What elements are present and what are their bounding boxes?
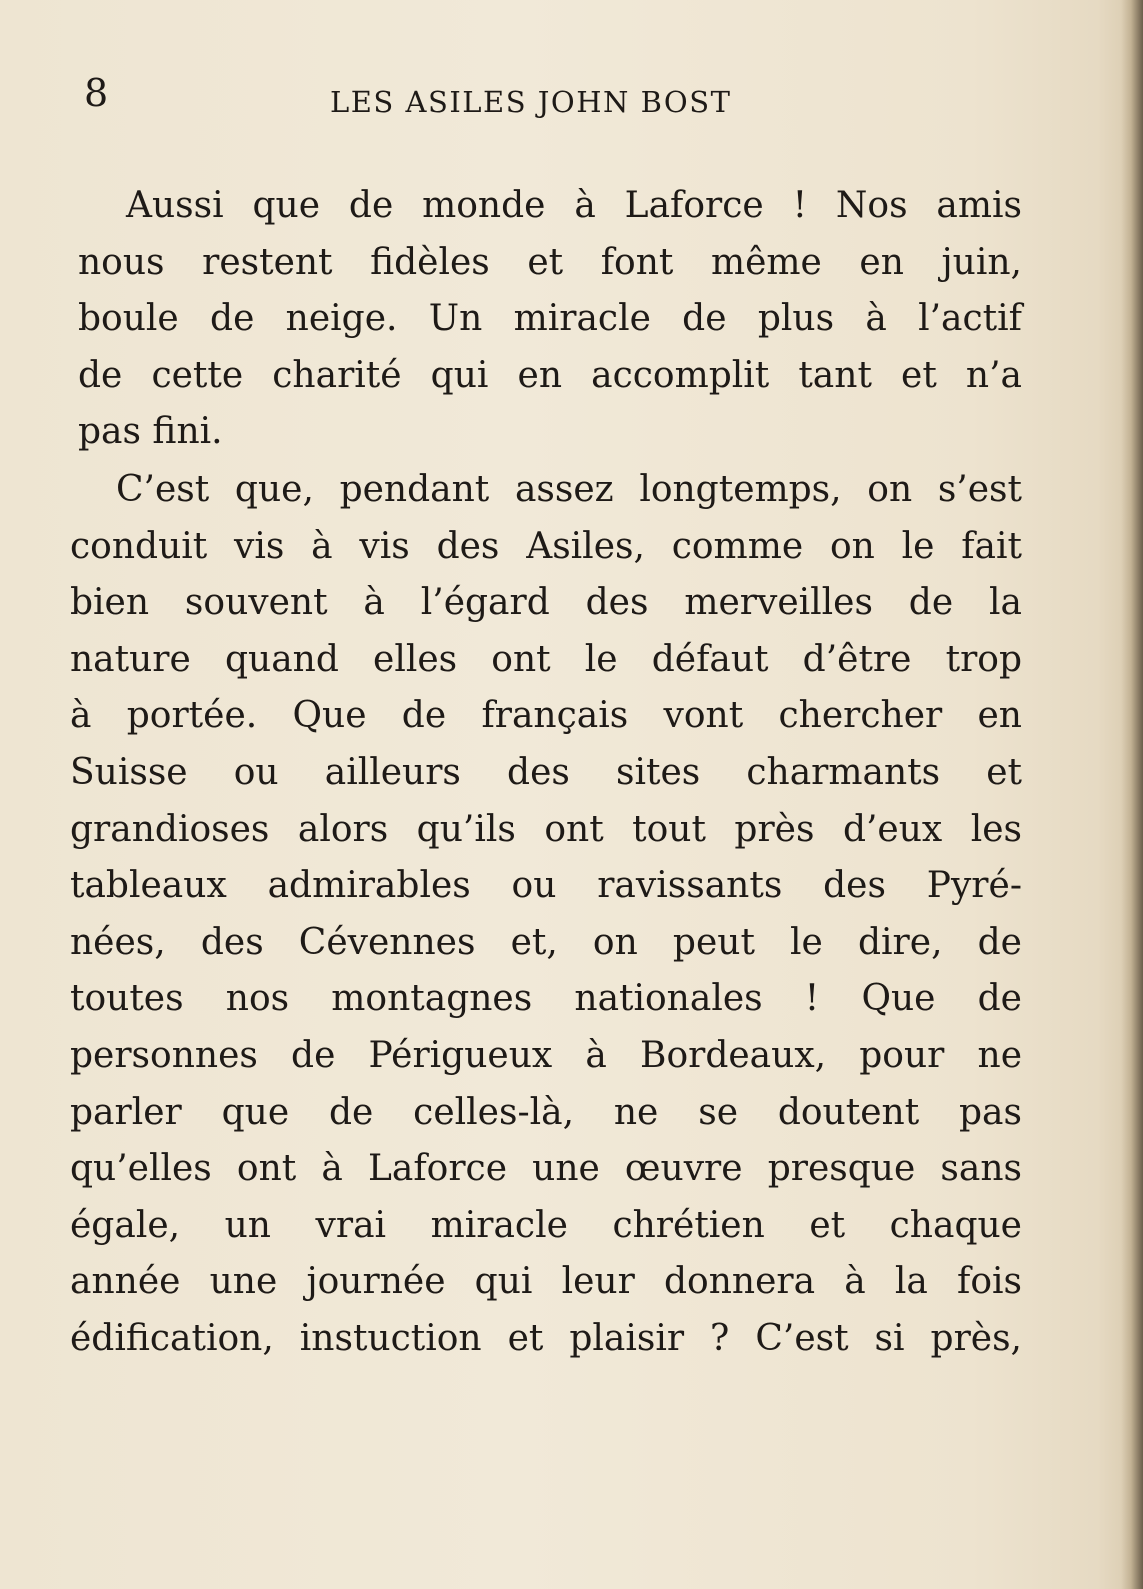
text-line: conduit vis à vis des Asiles, comme on le fait (70, 525, 1022, 567)
text-line: bien souvent à l’égard des merveilles de la (70, 582, 1022, 624)
paragraph-2 (64, 462, 1022, 1368)
paragraph-1 (64, 178, 1022, 461)
text-line: nature quand elles ont le défaut d’être trop (70, 638, 1022, 680)
text-line: qu’elles ont à Laforce une œuvre presque sans (70, 1148, 1022, 1190)
text-line: parler que de celles-là, ne se doutent pas (70, 1091, 1022, 1133)
text-line: C’est que, pendant assez longtemps, on s’est (116, 468, 1022, 510)
text-line: personnes de Périgueux à Bordeaux, pour ne (70, 1034, 1022, 1076)
text-line: toutes nos montagnes nationales ! Que de (70, 978, 1022, 1020)
text-line: année une journée qui leur donnera à la fois (70, 1261, 1022, 1303)
text-line: égale, un vrai miracle chrétien et chaque (70, 1204, 1022, 1246)
text-line: boule de neige. Un miracle de plus à l’actif (78, 298, 1022, 340)
text-line: Aussi que de monde à Laforce ! Nos amis (126, 185, 1022, 226)
text-line: grandioses alors qu’ils ont tout près d’eux les (70, 808, 1022, 850)
text-line: de cette charité qui en accomplit tant et n’a (78, 354, 1022, 396)
text-line: à portée. Que de français vont chercher en (70, 695, 1022, 737)
text-line: tableaux admirables ou ravissants des Pyré- (70, 865, 1022, 907)
text-line: nées, des Cévennes et, on peut le dire, de (70, 921, 1022, 963)
running-title: LES ASILES JOHN BOST (330, 85, 732, 119)
body-text (64, 178, 1022, 1367)
text-line: édification, instuction et plaisir ? C’est si près, (70, 1317, 1022, 1359)
page-number: 8 (84, 71, 109, 115)
text-line: nous restent fidèles et font même en juin, (78, 241, 1022, 283)
page-edge-shadow (1121, 0, 1143, 1589)
text-line: Suisse ou ailleurs des sites charmants et (70, 751, 1022, 793)
text-line: pas fini. (78, 411, 223, 453)
